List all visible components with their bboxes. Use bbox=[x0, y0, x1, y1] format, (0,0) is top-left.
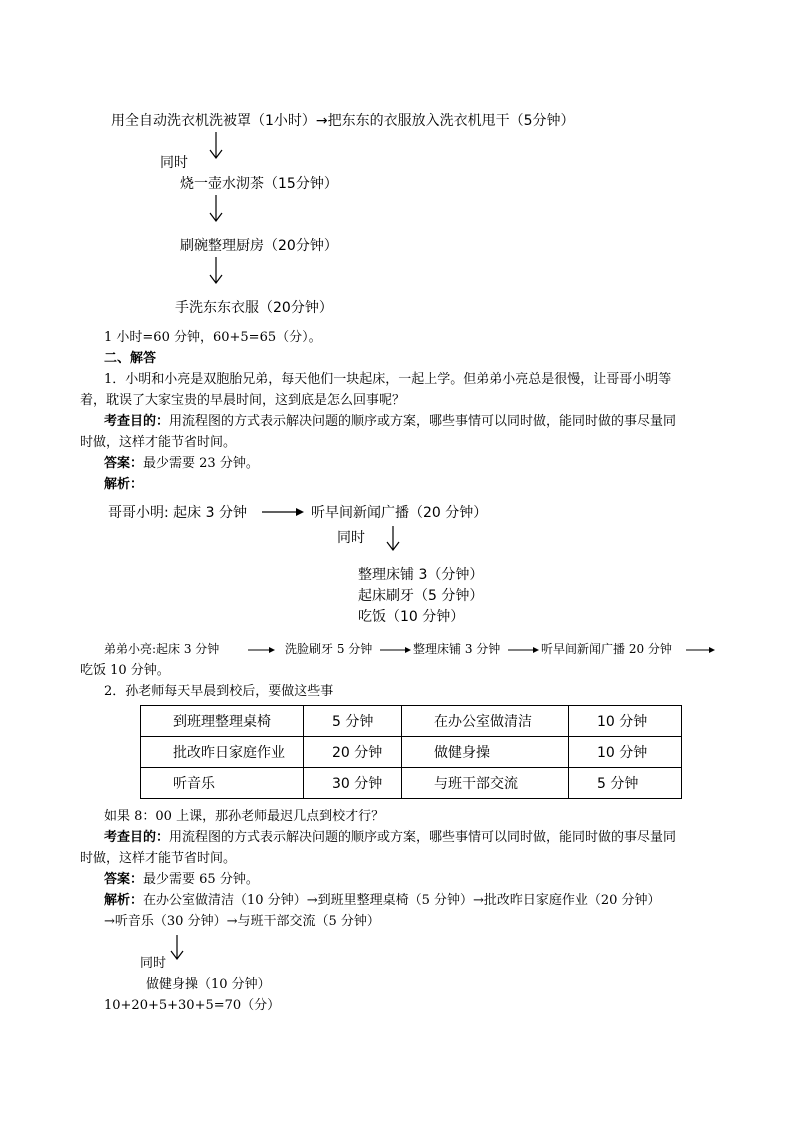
task-name: 做健身操 bbox=[402, 737, 569, 768]
q1-line2: 着，耽误了大家宝贵的早晨时间，这到底是怎么回事呢？ bbox=[80, 393, 406, 408]
q2-answer-text: 最少需要 65 分钟。 bbox=[143, 872, 259, 887]
down-arrow-icon bbox=[169, 935, 185, 961]
task-duration: 10 分钟 bbox=[569, 737, 682, 768]
flow1-step3: 刷碗整理厨房（20分钟） bbox=[180, 238, 338, 254]
table-row bbox=[141, 768, 682, 799]
q2-purpose-label: 考查目的： bbox=[104, 830, 170, 845]
task-name: 到班理整理桌椅 bbox=[141, 706, 304, 737]
q2-analysis-line1: 在办公室做清洁（10 分钟）→到班里整理桌椅（5 分钟）→批改昨日家庭作业（20 分钟） bbox=[143, 893, 661, 908]
q1-brother-next: 听早间新闻广播（20 分钟） bbox=[311, 505, 488, 521]
down-arrow-icon bbox=[208, 195, 224, 223]
task-name: 批改昨日家庭作业 bbox=[141, 737, 304, 768]
q1-purpose-line2: 时做，这样才能节省时间。 bbox=[80, 435, 237, 450]
q2-analysis-label: 解析： bbox=[104, 893, 144, 908]
down-arrow-icon bbox=[208, 257, 224, 285]
q1-line1: 1．小明和小亮是双胞胎兄弟，每天他们一块起床，一起上学。但弟弟小亮总是很慢，让哥哥小明等 bbox=[104, 372, 672, 387]
q2-purpose-line1: 用流程图的方式表示解决问题的顺序或方案，哪些事情可以同时做，能同时做的事尽量同 bbox=[169, 830, 677, 845]
q1-brother-label: 哥哥小明: 起床 3 分钟 bbox=[108, 505, 247, 521]
task-duration: 30 分钟 bbox=[304, 768, 402, 799]
q1-parallel-1: 整理床铺 3（分钟） bbox=[358, 567, 484, 583]
flow1-step4: 手洗东东衣服（20分钟） bbox=[175, 300, 333, 316]
q1-parallel-2: 起床刷牙（5 分钟） bbox=[358, 588, 484, 604]
right-arrow-icon bbox=[248, 644, 278, 656]
q2-calc: 10+20+5+30+5=70（分） bbox=[104, 998, 281, 1013]
flow1-line1: 用全自动洗衣机洗被罩（1小时）→把东东的衣服放入洗衣机甩干（5分钟） bbox=[111, 113, 575, 129]
q1-analysis-label: 解析： bbox=[104, 477, 144, 492]
down-arrow-icon bbox=[208, 132, 224, 160]
q1-answer bbox=[104, 457, 259, 470]
q2-parallel: 做健身操（10 分钟） bbox=[146, 977, 271, 992]
task-duration: 20 分钟 bbox=[304, 737, 402, 768]
task-name: 在办公室做清洁 bbox=[402, 706, 569, 737]
right-arrow-icon bbox=[686, 644, 718, 656]
task-name: 听音乐 bbox=[141, 768, 304, 799]
q2-answer bbox=[104, 873, 259, 886]
q1-younger-step-1: 弟弟小亮:起床 3 分钟 bbox=[104, 642, 220, 656]
q2-purpose-line2: 时做，这样才能节省时间。 bbox=[80, 851, 237, 866]
q1-simultaneous: 同时 bbox=[337, 530, 365, 546]
table-row bbox=[141, 737, 682, 768]
q1-younger-last: 吃饭 10 分钟。 bbox=[80, 663, 170, 678]
task-name: 与班干部交流 bbox=[402, 768, 569, 799]
q2-intro: 2．孙老师每天早晨到校后，要做这些事 bbox=[104, 684, 334, 699]
flow1-simultaneous: 同时 bbox=[160, 155, 188, 171]
task-duration: 10 分钟 bbox=[569, 706, 682, 737]
q1-answer-text: 最少需要 23 分钟。 bbox=[143, 456, 259, 471]
q1-younger-step-4: 听早间新闻广播 20 分钟 bbox=[541, 642, 672, 656]
flow1-step2: 烧一壶水沏茶（15分钟） bbox=[180, 176, 338, 192]
q1-younger-step-3: 整理床铺 3 分钟 bbox=[413, 642, 501, 656]
table-row bbox=[141, 706, 682, 737]
q2-analysis-line2: →听音乐（30 分钟）→与班干部交流（5 分钟） bbox=[104, 914, 380, 929]
q2-purpose bbox=[104, 831, 676, 844]
q2-answer-label: 答案： bbox=[104, 872, 144, 887]
q1-purpose-label: 考查目的： bbox=[104, 414, 170, 429]
section-title: 二、解答 bbox=[104, 351, 157, 366]
task-duration: 5 分钟 bbox=[569, 768, 682, 799]
q1-younger-step-2: 洗脸刷牙 5 分钟 bbox=[285, 642, 373, 656]
task-duration: 5 分钟 bbox=[304, 706, 402, 737]
q2-simultaneous: 同时 bbox=[140, 956, 167, 971]
q1-answer-label: 答案： bbox=[104, 456, 144, 471]
task-table bbox=[140, 705, 682, 799]
calc1: 1 小时=60 分钟，60+5=65（分）。 bbox=[104, 330, 322, 345]
q1-purpose bbox=[104, 415, 676, 428]
right-arrow-icon bbox=[380, 644, 414, 656]
q1-parallel-3: 吃饭（10 分钟） bbox=[358, 609, 465, 625]
q2-question: 如果 8：00 上课，那孙老师最迟几点到校才行？ bbox=[104, 809, 385, 824]
q1-purpose-line1: 用流程图的方式表示解决问题的顺序或方案，哪些事情可以同时做，能同时做的事尽量同 bbox=[169, 414, 677, 429]
down-arrow-icon bbox=[385, 526, 401, 552]
right-arrow-icon bbox=[508, 644, 542, 656]
q2-analysis bbox=[104, 894, 661, 907]
right-arrow-icon bbox=[262, 506, 306, 518]
